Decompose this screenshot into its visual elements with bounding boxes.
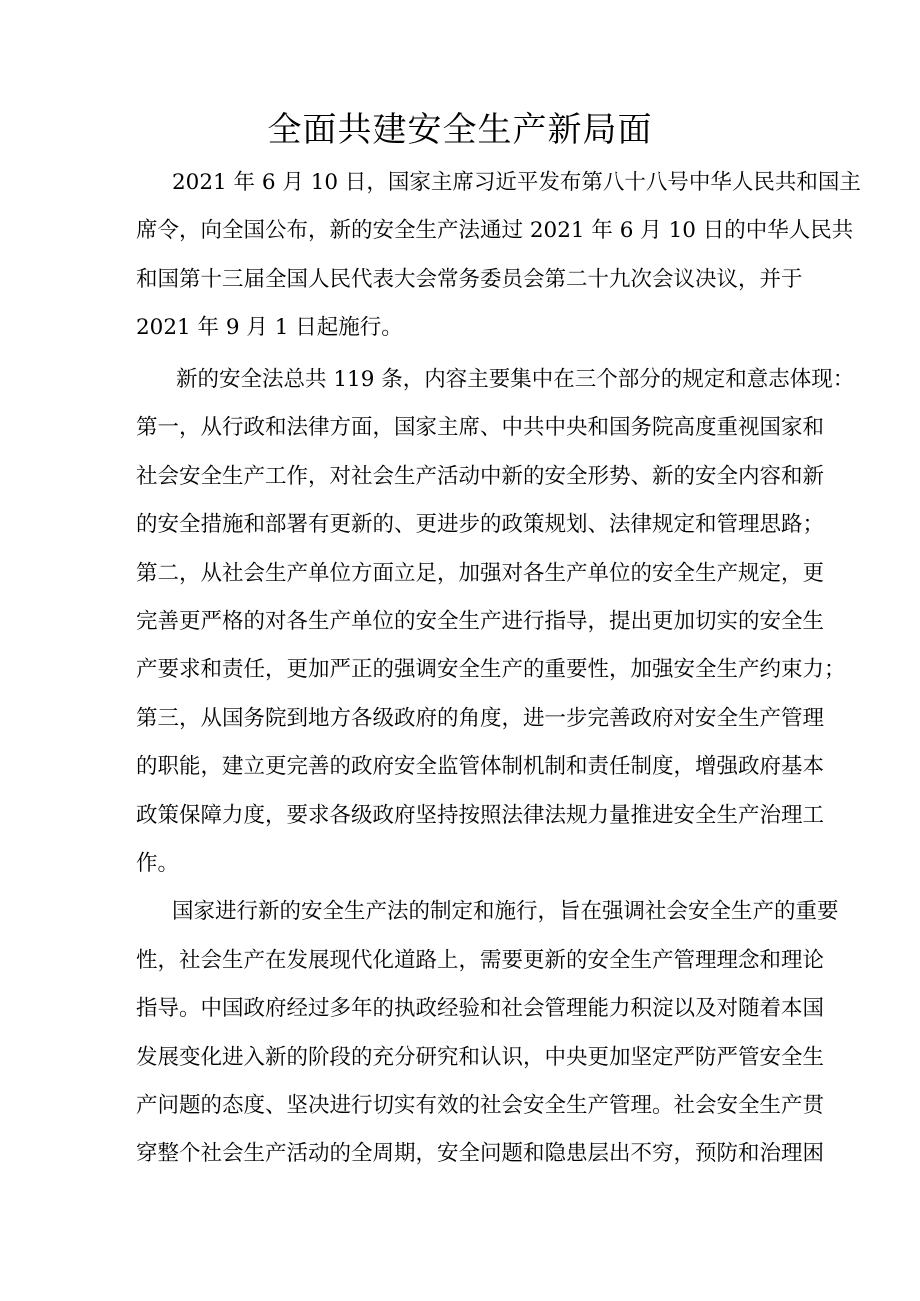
paragraph-2-line-1: 新的安全法总共 119 条，内容主要集中在三个部分的规定和意志体现： [176, 367, 855, 392]
paragraph-3-line-5: 产问题的态度、坚决进行切实有效的社会安全生产管理。社会安全生产贯 [136, 1093, 825, 1118]
paragraph-3-line-3: 指导。中国政府经过多年的执政经验和社会管理能力积淀以及对随着本国 [136, 996, 825, 1021]
paragraph-2-line-6: 完善更严格的对各生产单位的安全生产进行指导，提出更加切实的安全生 [136, 609, 825, 634]
paragraph-2-line-2: 第一，从行政和法律方面，国家主席、中共中央和国务院高度重视国家和 [136, 415, 825, 440]
paragraph-3-line-4: 发展变化进入新的阶段的充分研究和认识，中央更加坚定严防严管安全生 [136, 1045, 825, 1070]
paragraph-3-line-2: 性，社会生产在发展现代化道路上，需要更新的安全生产管理理念和理论 [136, 948, 825, 973]
paragraph-2-line-7: 产要求和责任，更加严正的强调安全生产的重要性，加强安全生产约束力； [136, 657, 846, 682]
paragraph-1-line-2: 席令，向全国公布，新的安全生产法通过 2021 年 6 月 10 日的中华人民共 [136, 218, 854, 243]
paragraph-2-line-11: 作。 [136, 851, 180, 876]
paragraph-1-line-1: 2021 年 6 月 10 日，国家主席习近平发布第八十八号中华人民共和国主 [172, 170, 861, 195]
paragraph-1-line-3: 和国第十三届全国人民代表大会常务委员会第二十九次会议决议，并于 [136, 267, 803, 292]
paragraph-3-line-1: 国家进行新的安全生产法的制定和施行，旨在强调社会安全生产的重要 [172, 899, 839, 924]
paragraph-2-line-9: 的职能，建立更完善的政府安全监管体制机制和责任制度，增强政府基本 [136, 754, 825, 779]
paragraph-2-line-10: 政策保障力度，要求各级政府坚持按照法律法规力量推进安全生产治理工 [136, 803, 825, 828]
paragraph-3-line-6: 穿整个社会生产活动的全周期，安全问题和隐患层出不穷，预防和治理困 [136, 1141, 825, 1166]
paragraph-2-line-3: 社会安全生产工作，对社会生产活动中新的安全形势、新的安全内容和新 [136, 464, 825, 489]
paragraph-1-line-4: 2021 年 9 月 1 日起施行。 [136, 315, 403, 340]
paragraph-2-line-8: 第三，从国务院到地方各级政府的角度，进一步完善政府对安全生产管理 [136, 706, 825, 731]
paragraph-2-line-5: 第二，从社会生产单位方面立足，加强对各生产单位的安全生产规定，更 [136, 561, 825, 586]
document-title: 全面共建安全生产新局面 [267, 110, 653, 150]
paragraph-2-line-4: 的安全措施和部署有更新的、更进步的政策规划、法律规定和管理思路； [136, 512, 825, 537]
